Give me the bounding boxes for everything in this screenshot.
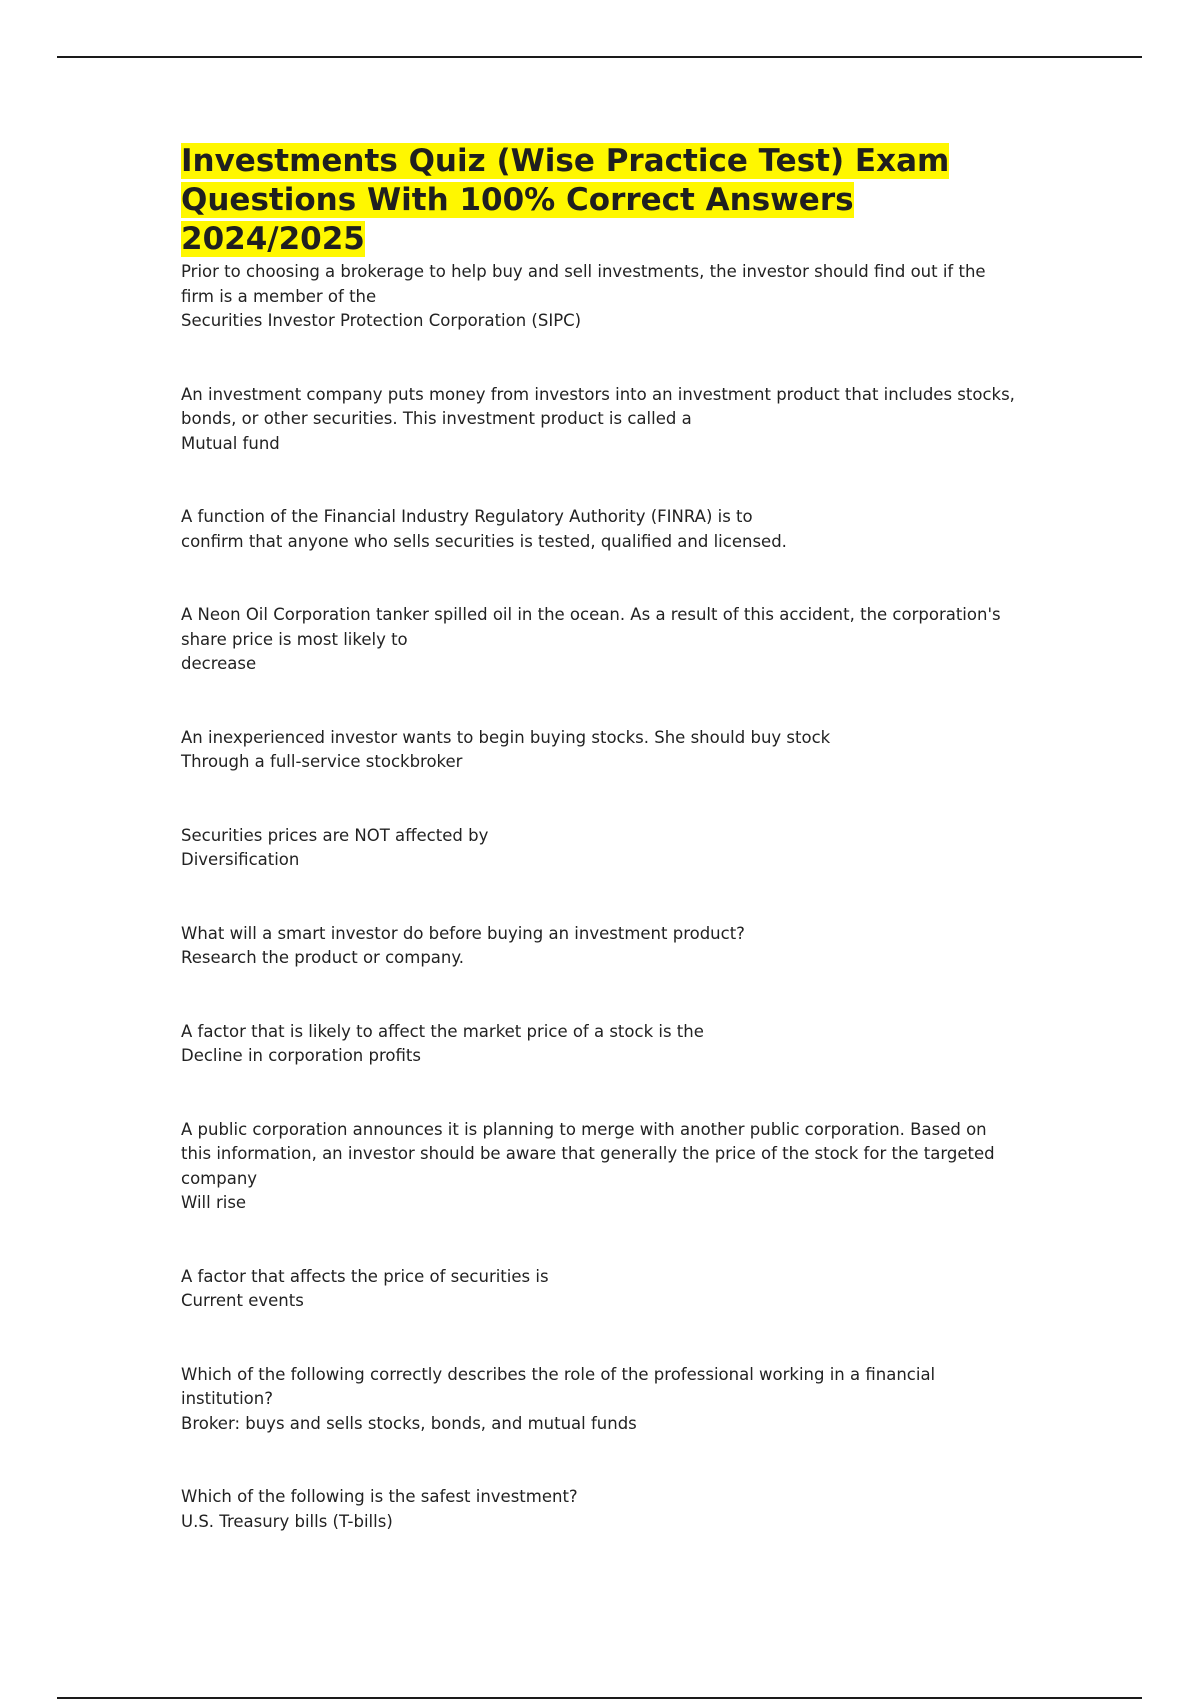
answer-text: Broker: buys and sells stocks, bonds, and mutual funds — [181, 1413, 637, 1433]
answer-text: Research the product or company. — [181, 948, 465, 967]
question-text: An investment company puts money from investors into an investment product that includes stocks, bonds, or other securities. This investment product is called a — [181, 384, 1015, 428]
answer-text: Mutual fund — [181, 433, 280, 453]
qa-item — [181, 505, 1021, 554]
answer-text: Through a full-service stockbroker — [181, 752, 463, 771]
question-text: An inexperienced investor wants to begin buying stocks. She should buy stock — [181, 727, 831, 747]
qa-item — [181, 1363, 1021, 1437]
answer-text: Securities Investor Protection Corporation (SIPC) — [181, 311, 582, 330]
qa-item — [181, 726, 1021, 775]
question-text: A function of the Financial Industry Regulatory Authority (FINRA) is to — [181, 507, 753, 526]
answer-text: confirm that anyone who sells securities is tested, qualified and licensed. — [181, 531, 787, 551]
qa-item — [181, 922, 1021, 971]
qa-item — [181, 383, 1021, 457]
question-text: Securities prices are NOT affected by — [181, 825, 489, 845]
top-rule — [57, 56, 1142, 58]
qa-item — [181, 260, 1021, 334]
question-text: Which of the following correctly describes the role of the professional working in a financial institution? — [181, 1364, 936, 1408]
qa-item — [181, 1118, 1021, 1216]
answer-text: decrease — [181, 654, 257, 673]
document-body — [181, 142, 1021, 1534]
document-title-text: Investments Quiz (Wise Practice Test) Exam Questions With 100% Correct Answers 2024/2025 — [181, 143, 950, 257]
question-text: Which of the following is the safest investment? — [181, 1487, 578, 1506]
question-text: What will a smart investor do before buying an investment product? — [181, 923, 745, 943]
question-text: A public corporation announces it is planning to merge with another public corporation. Based on this information, an investor should be aware that generally the price of the stock for the targeted company — [181, 1119, 995, 1188]
answer-text: Current events — [181, 1291, 304, 1310]
qa-item — [181, 1020, 1021, 1069]
document-title — [181, 142, 1021, 259]
answer-text: Decline in corporation profits — [181, 1046, 421, 1065]
qa-item — [181, 603, 1021, 677]
qa-item — [181, 824, 1021, 873]
question-text: A factor that is likely to affect the market price of a stock is the — [181, 1021, 704, 1041]
answer-text: Will rise — [181, 1193, 247, 1212]
question-text: Prior to choosing a brokerage to help buy and sell investments, the investor should find out if the firm is a member of the — [181, 262, 986, 306]
qa-item — [181, 1265, 1021, 1314]
question-text: A factor that affects the price of securities is — [181, 1266, 549, 1286]
qa-item — [181, 1485, 1021, 1534]
answer-text: U.S. Treasury bills (T-bills) — [181, 1511, 393, 1531]
bottom-rule — [57, 1697, 1142, 1699]
question-text: A Neon Oil Corporation tanker spilled oil in the ocean. As a result of this accident, the corporation's share price is most likely to — [181, 605, 1001, 649]
answer-text: Diversification — [181, 850, 300, 869]
